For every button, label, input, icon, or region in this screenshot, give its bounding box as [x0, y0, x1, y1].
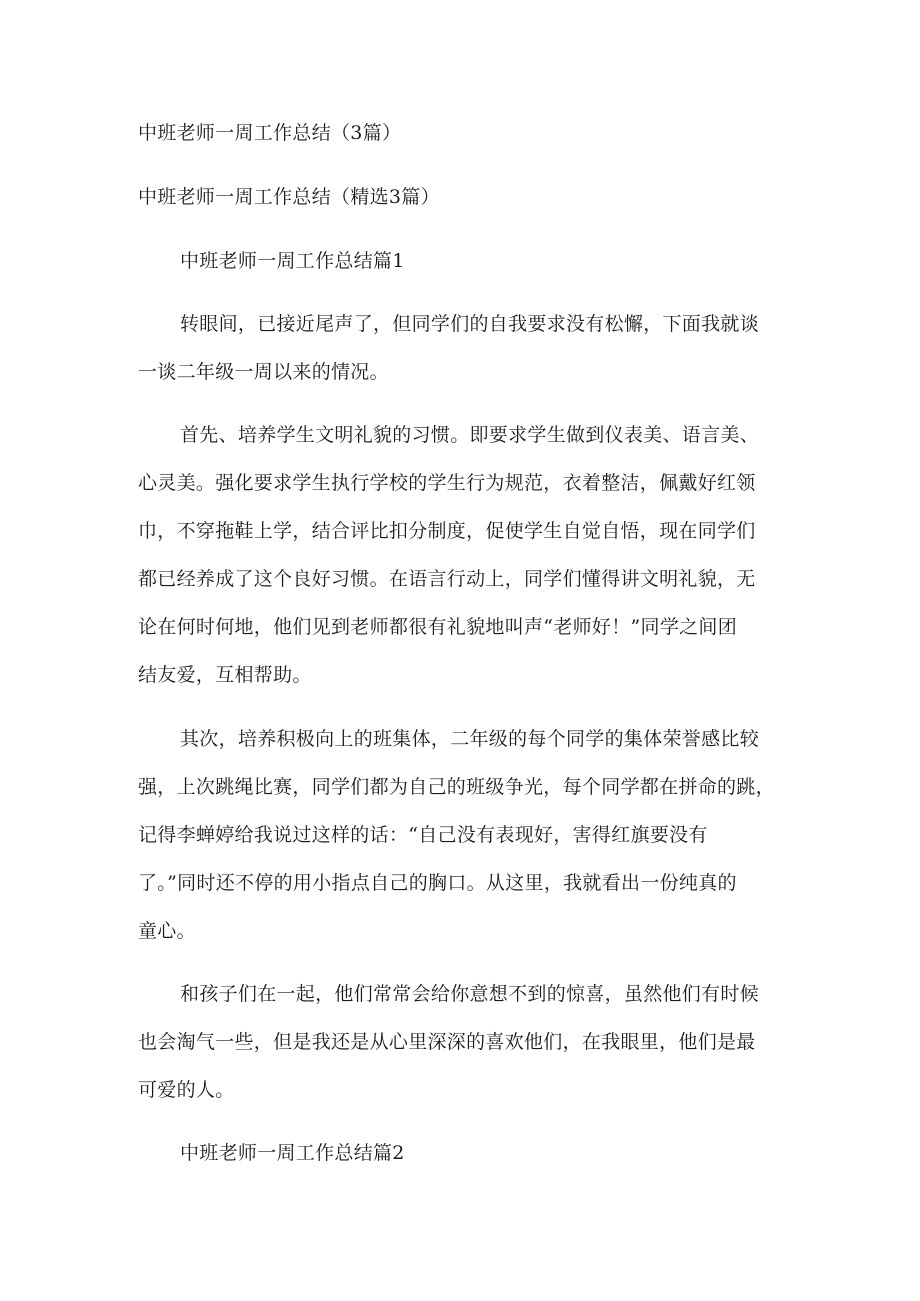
paragraph-1-line-2: 一谈二年级一周以来的情况。	[138, 361, 389, 383]
paragraph-2-line-5: 论在何时何地，他们见到老师都很有礼貌地叫声“老师好！”同学之间团	[138, 616, 738, 638]
section-heading-1: 中班老师一周工作总结篇1	[180, 250, 405, 272]
paragraph-1-line-1: 转眼间，已接近尾声了，但同学们的自我要求没有松懈，下面我就谈	[180, 313, 760, 335]
paragraph-4-line-1: 和孩子们在一起，他们常常会给你意想不到的惊喜，虽然他们有时候	[180, 983, 760, 1005]
paragraph-2-line-1: 首先、培养学生文明礼貌的习惯。即要求学生做到仪表美、语言美、	[180, 424, 760, 446]
paragraph-4-line-2: 也会淘气一些，但是我还是从心里深深的喜欢他们，在我眼里，他们是最	[138, 1031, 756, 1053]
document-title: 中班老师一周工作总结（3篇）	[138, 122, 402, 144]
paragraph-2-line-4: 都已经养成了这个良好习惯。在语言行动上，同学们懂得讲文明礼貌，无	[138, 568, 756, 590]
paragraph-4-line-3: 可爱的人。	[138, 1079, 235, 1101]
paragraph-2-line-3: 巾，不穿拖鞋上学，结合评比扣分制度，促使学生自觉自悟，现在同学们	[138, 520, 756, 542]
paragraph-3-line-4: 了。”同时还不停的用小指点自己的胸口。从这里，我就看出一份纯真的	[138, 872, 737, 894]
paragraph-3-line-1: 其次，培养积极向上的班集体，二年级的每个同学的集体荣誉感比较	[180, 728, 760, 750]
paragraph-3-line-2: 强，上次跳绳比赛，同学们都为自己的班级争光，每个同学都在拼命的跳，	[138, 776, 775, 798]
paragraph-3-line-3: 记得李蝉婷给我说过这样的话：“自己没有表现好，害得红旗要没有	[138, 824, 708, 846]
paragraph-2-line-6: 结友爱，互相帮助。	[138, 664, 312, 686]
document-subtitle: 中班老师一周工作总结（精选3篇）	[138, 186, 440, 208]
paragraph-2-line-2: 心灵美。强化要求学生执行学校的学生行为规范，衣着整洁，佩戴好红领	[138, 472, 756, 494]
paragraph-3-line-5: 童心。	[138, 920, 196, 942]
section-heading-2: 中班老师一周工作总结篇2	[180, 1142, 405, 1164]
